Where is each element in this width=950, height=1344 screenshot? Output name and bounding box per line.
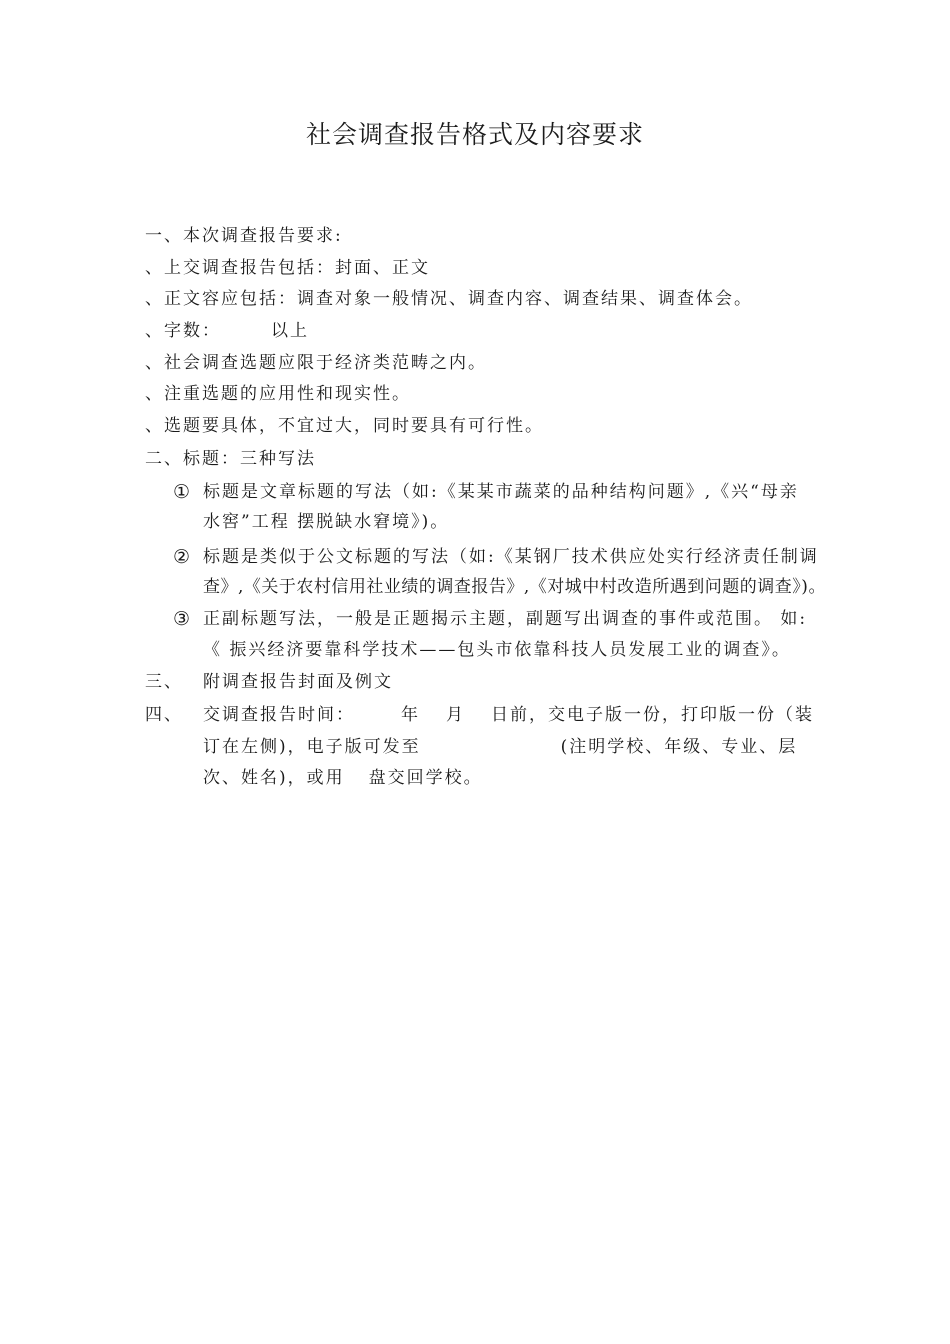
deadline-year-label: 年 <box>401 705 420 725</box>
page-title: 社会调查报告格式及内容要求 <box>305 120 644 149</box>
method-3-line-2: 《 振兴经济要靠科学技术——包头市依靠科技人员发展工业的调查》。 <box>203 640 791 660</box>
section-4-line-3 <box>203 767 483 789</box>
requirement-item-specific: 、选题要具体，不宜过大，同时要具有可行性。 <box>145 416 544 436</box>
deadline-label: 交调查报告时间： <box>203 705 355 725</box>
wordcount-suffix: 以上 <box>271 321 309 341</box>
method-2-line-2: 查》,《关于农村信用社业绩的调查报告》,《对城中村改造所遇到问题的调查》)。 <box>203 577 826 597</box>
requirement-item-practicality: 、注重选题的应用性和现实性。 <box>145 384 411 404</box>
disk-label: 次、姓名)，或用 <box>203 768 345 788</box>
deadline-day-text: 日前，交电子版一份，打印版一份（装 <box>491 705 814 725</box>
method-3-marker: ③ <box>173 608 191 630</box>
method-1-line-1: 标题是文章标题的写法（如:《某某市蔬菜的品种结构问题》,《兴“母亲 <box>203 482 799 502</box>
method-1-marker: ① <box>173 481 191 503</box>
section-3-label: 三、 <box>145 672 183 692</box>
requirement-item-submission: 、上交调查报告包括：封面、正文 <box>145 258 430 278</box>
section-1-heading: 一、本次调查报告要求: <box>145 226 343 246</box>
method-3-line-1: 正副标题写法，一般是正题揭示主题，副题写出调查的事件或范围。 如: <box>203 609 808 629</box>
section-3-text: 附调查报告封面及例文 <box>203 672 393 692</box>
email-note: (注明学校、年级、专业、层 <box>560 737 798 757</box>
requirement-item-wordcount <box>145 320 309 342</box>
deadline-month-label: 月 <box>446 705 465 725</box>
section-2-heading: 二、标题：三种写法 <box>145 449 316 469</box>
disk-text: 盘交回学校。 <box>368 768 483 788</box>
method-2-line-1: 标题是类似于公文标题的写法（如:《某钢厂技术供应处实行经济责任制调 <box>203 547 819 567</box>
section-4-line-1 <box>203 704 814 726</box>
requirement-item-scope: 、社会调查选题应限于经济类范畴之内。 <box>145 353 487 373</box>
section-4-label: 四、 <box>145 705 183 725</box>
section-4-line-2 <box>203 736 797 758</box>
method-2-marker: ② <box>173 546 191 568</box>
email-label: 订在左侧)，电子版可发至 <box>203 737 421 757</box>
wordcount-label: 、字数： <box>145 321 221 341</box>
method-1-line-2: 水窖”工程 摆脱缺水窘境》)。 <box>203 512 450 532</box>
requirement-item-content: 、正文容应包括：调查对象一般情况、调查内容、调查结果、调查体会。 <box>145 289 753 309</box>
